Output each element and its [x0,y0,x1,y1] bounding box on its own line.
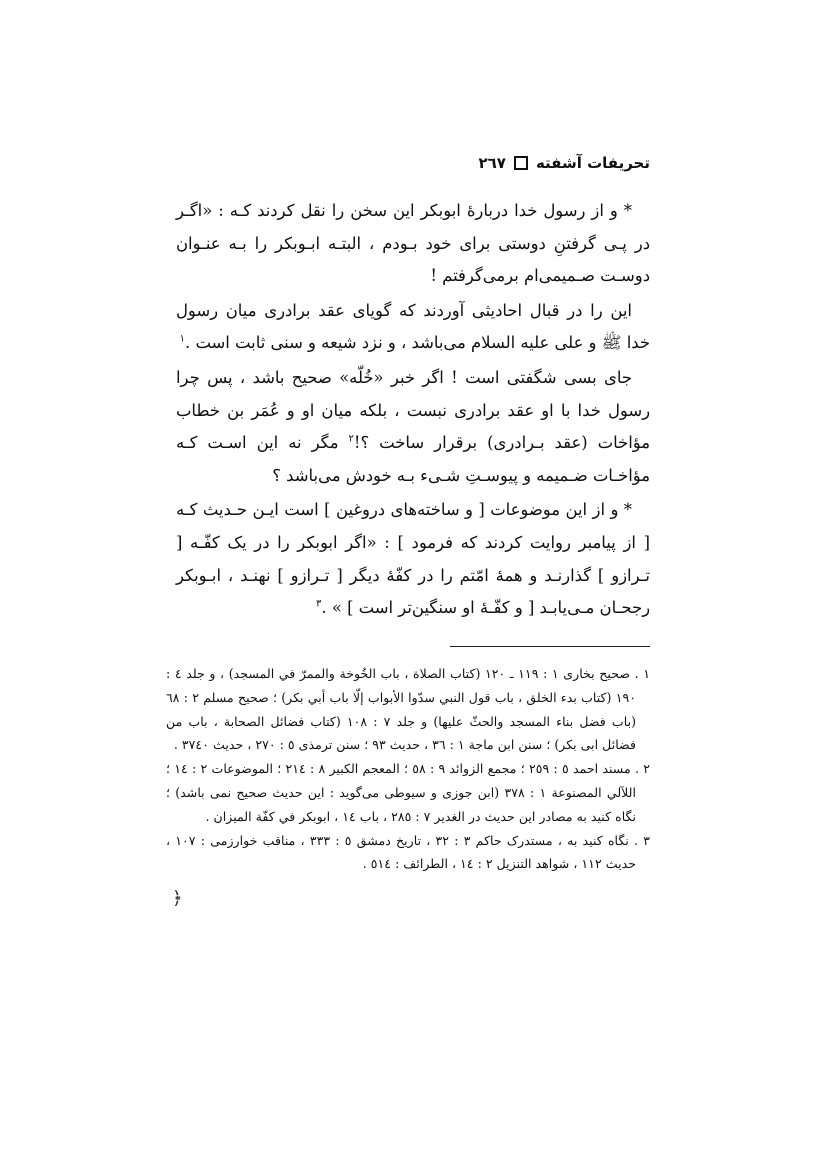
paragraph-4: * و از این موضوعات [ و ساخته‌های دروغین ] است ایـن حـدیث کـه [ از پیامبر روایت کردند که فرمود ] : «اگر ابوبکر را در یک کفّـه [ تـرازو ] گذارنـد و همهٔ امّتم را در کفّهٔ دیگر [ تـرازو ] نهنـد ، ابـوبکر رجحـان مـی‌یابـد [ و کفّـهٔ او سنگین‌تر است ] » .$^٣$ [176,500,650,618]
continuation-mark-icon: ﴿ [172,888,183,909]
page-number: ٢٦٧ [478,154,506,172]
footnote-ref-1[interactable]: ١ [179,333,186,345]
paragraph-3: جای بسی شگفتی است ! اگر خبر «خُلّه» صحیح باشد ، پس چرا رسول خدا با او عقد برادری نبست ، بلکه میان او و عُمَر بن خطاب مؤاخات (عقد بـرادری) برقرار ساخت ؟!$^٢$ مگر نه این اسـت کـه مؤاخـات ضـمیمه و پیوسـتِ شـیء بـه خودش می‌باشد ؟ [176,367,650,485]
footnote-ref-2[interactable]: ٢ [348,433,354,445]
paragraph-2: این را در قبال احادیثی آوردند که گویای عقد برادری میان رسول خدا ﷺ و علی عليه السلام می‌باشد ، و نزد شیعه و سنی ثابت است .$^١$ [176,300,650,353]
footnote-separator [450,646,650,647]
footnote-1: ١ . صحیح بخاری ١ : ١١٩ ـ ١٢٠ (کتاب الصلاة ، باب الخُوخة والممرّ في المسجد) ، و جلد ٤ : ١٩٠ (کتاب بدء الخلق ، باب قول النبي سدّوا الأبواب إلّا باب أبي بكر) ؛ صحیح مسلم ٢ : ٦٨ (باب فضل بناء المسجد والحثّ عليها) و جلد ٧ : ١٠٨ (کتاب فضائل الصحابة ، باب من فضائل ابی بکر) ؛ سنن ابن ماجة ١ : ٣٦ ، حدیث ٩٣ ؛ سنن ترمذی ٥ : ٢٧٠ ، حدیث ٣٧٤٠ . [166,666,650,753]
paragraph-1: * و از رسول خدا دربارهٔ ابوبکر این سخن را نقل کردند کـه : «اگـر در پـی گرفتنِ دوستی برای خود بـودم ، البتـه ابـوبکر را بـه عنـوان دوسـت صـمیمی‌ام برمی‌گرفتم ! [176,201,650,286]
page-header [176,150,650,176]
running-title: تحریفات آشفته [535,154,650,172]
footnote-ref-3[interactable]: ٣ [316,598,322,610]
footnotes [166,662,650,876]
square-ornament-icon [514,156,528,170]
main-text [176,195,650,627]
footnote-2: ٢ . مسند احمد ٥ : ٢٥٩ ؛ مجمع الزوائد ٩ : ٥٨ ؛ المعجم الكبير ٨ : ٢١٤ ؛ الموضوعات ٢ : ١٤ ؛ اللآلي المصنوعة ١ : ٣٧٨ (ابن جوزی و سیوطی می‌گوید : این حدیث صحیح نمی باشد) ؛ نگاه کنید به مصادر این حدیث در الغدیر ٧ : ٢٨٥ ، باب ١٤ ، ابوبکر في كفّة الميزان . [166,761,650,824]
footnote-3: ٣ . نگاه کنید به ، مستدرک حاکم ٣ : ٣٢ ، تاریخ دمشق ٥ : ٣٣٣ ، مناقب خوارزمی : ١٠٧ ، حدیث ١١٢ ، شواهد التنزیل ٢ : ١٤ ، الطرائف : ٥١٤ . [166,832,650,872]
